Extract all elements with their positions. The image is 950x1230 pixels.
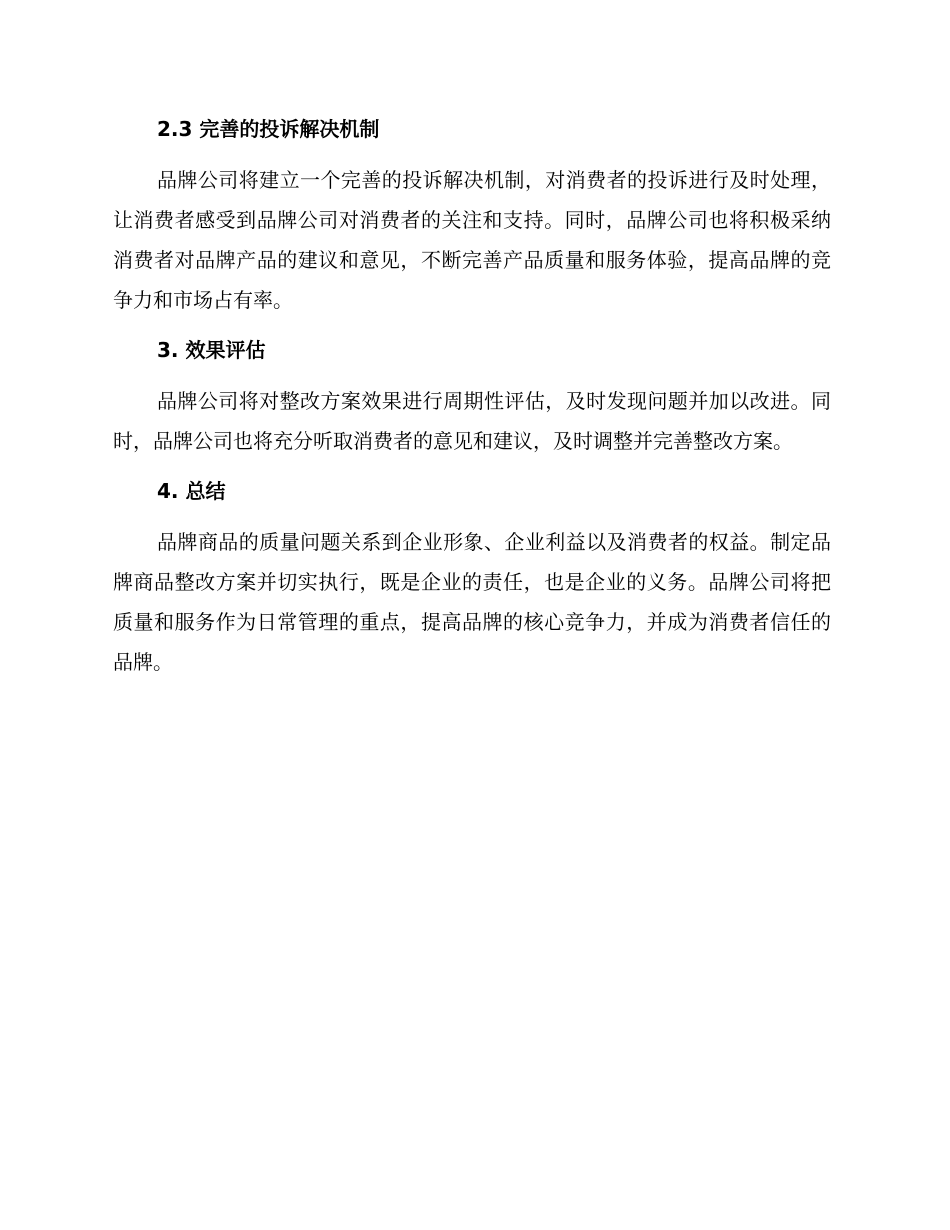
section-paragraph-evaluation: 品牌公司将对整改方案效果进行周期性评估，及时发现问题并加以改进。同时，品牌公司也将充分听取消费者的意见和建议，及时调整并完善整改方案。 (113, 389, 831, 453)
document-body (113, 110, 831, 682)
section-heading-complaint-mechanism: 2.3 完善的投诉解决机制 (157, 117, 380, 141)
section-paragraph-summary: 品牌商品的质量问题关系到企业形象、企业利益以及消费者的权益。制定品牌商品整改方案并切实执行，既是企业的责任，也是企业的义务。品牌公司将把质量和服务作为日常管理的重点，提高品牌的核心竞争力，并成为消费者信任的品牌。 (113, 530, 831, 674)
section-paragraph-complaint-mechanism: 品牌公司将建立一个完善的投诉解决机制，对消费者的投诉进行及时处理，让消费者感受到品牌公司对消费者的关注和支持。同时，品牌公司也将积极采纳消费者对品牌产品的建议和意见，不断完善产品质量和服务体验，提高品牌的竞争力和市场占有率。 (113, 168, 831, 312)
section-heading-summary: 4. 总结 (157, 479, 226, 503)
section-heading-evaluation: 3. 效果评估 (157, 338, 266, 362)
